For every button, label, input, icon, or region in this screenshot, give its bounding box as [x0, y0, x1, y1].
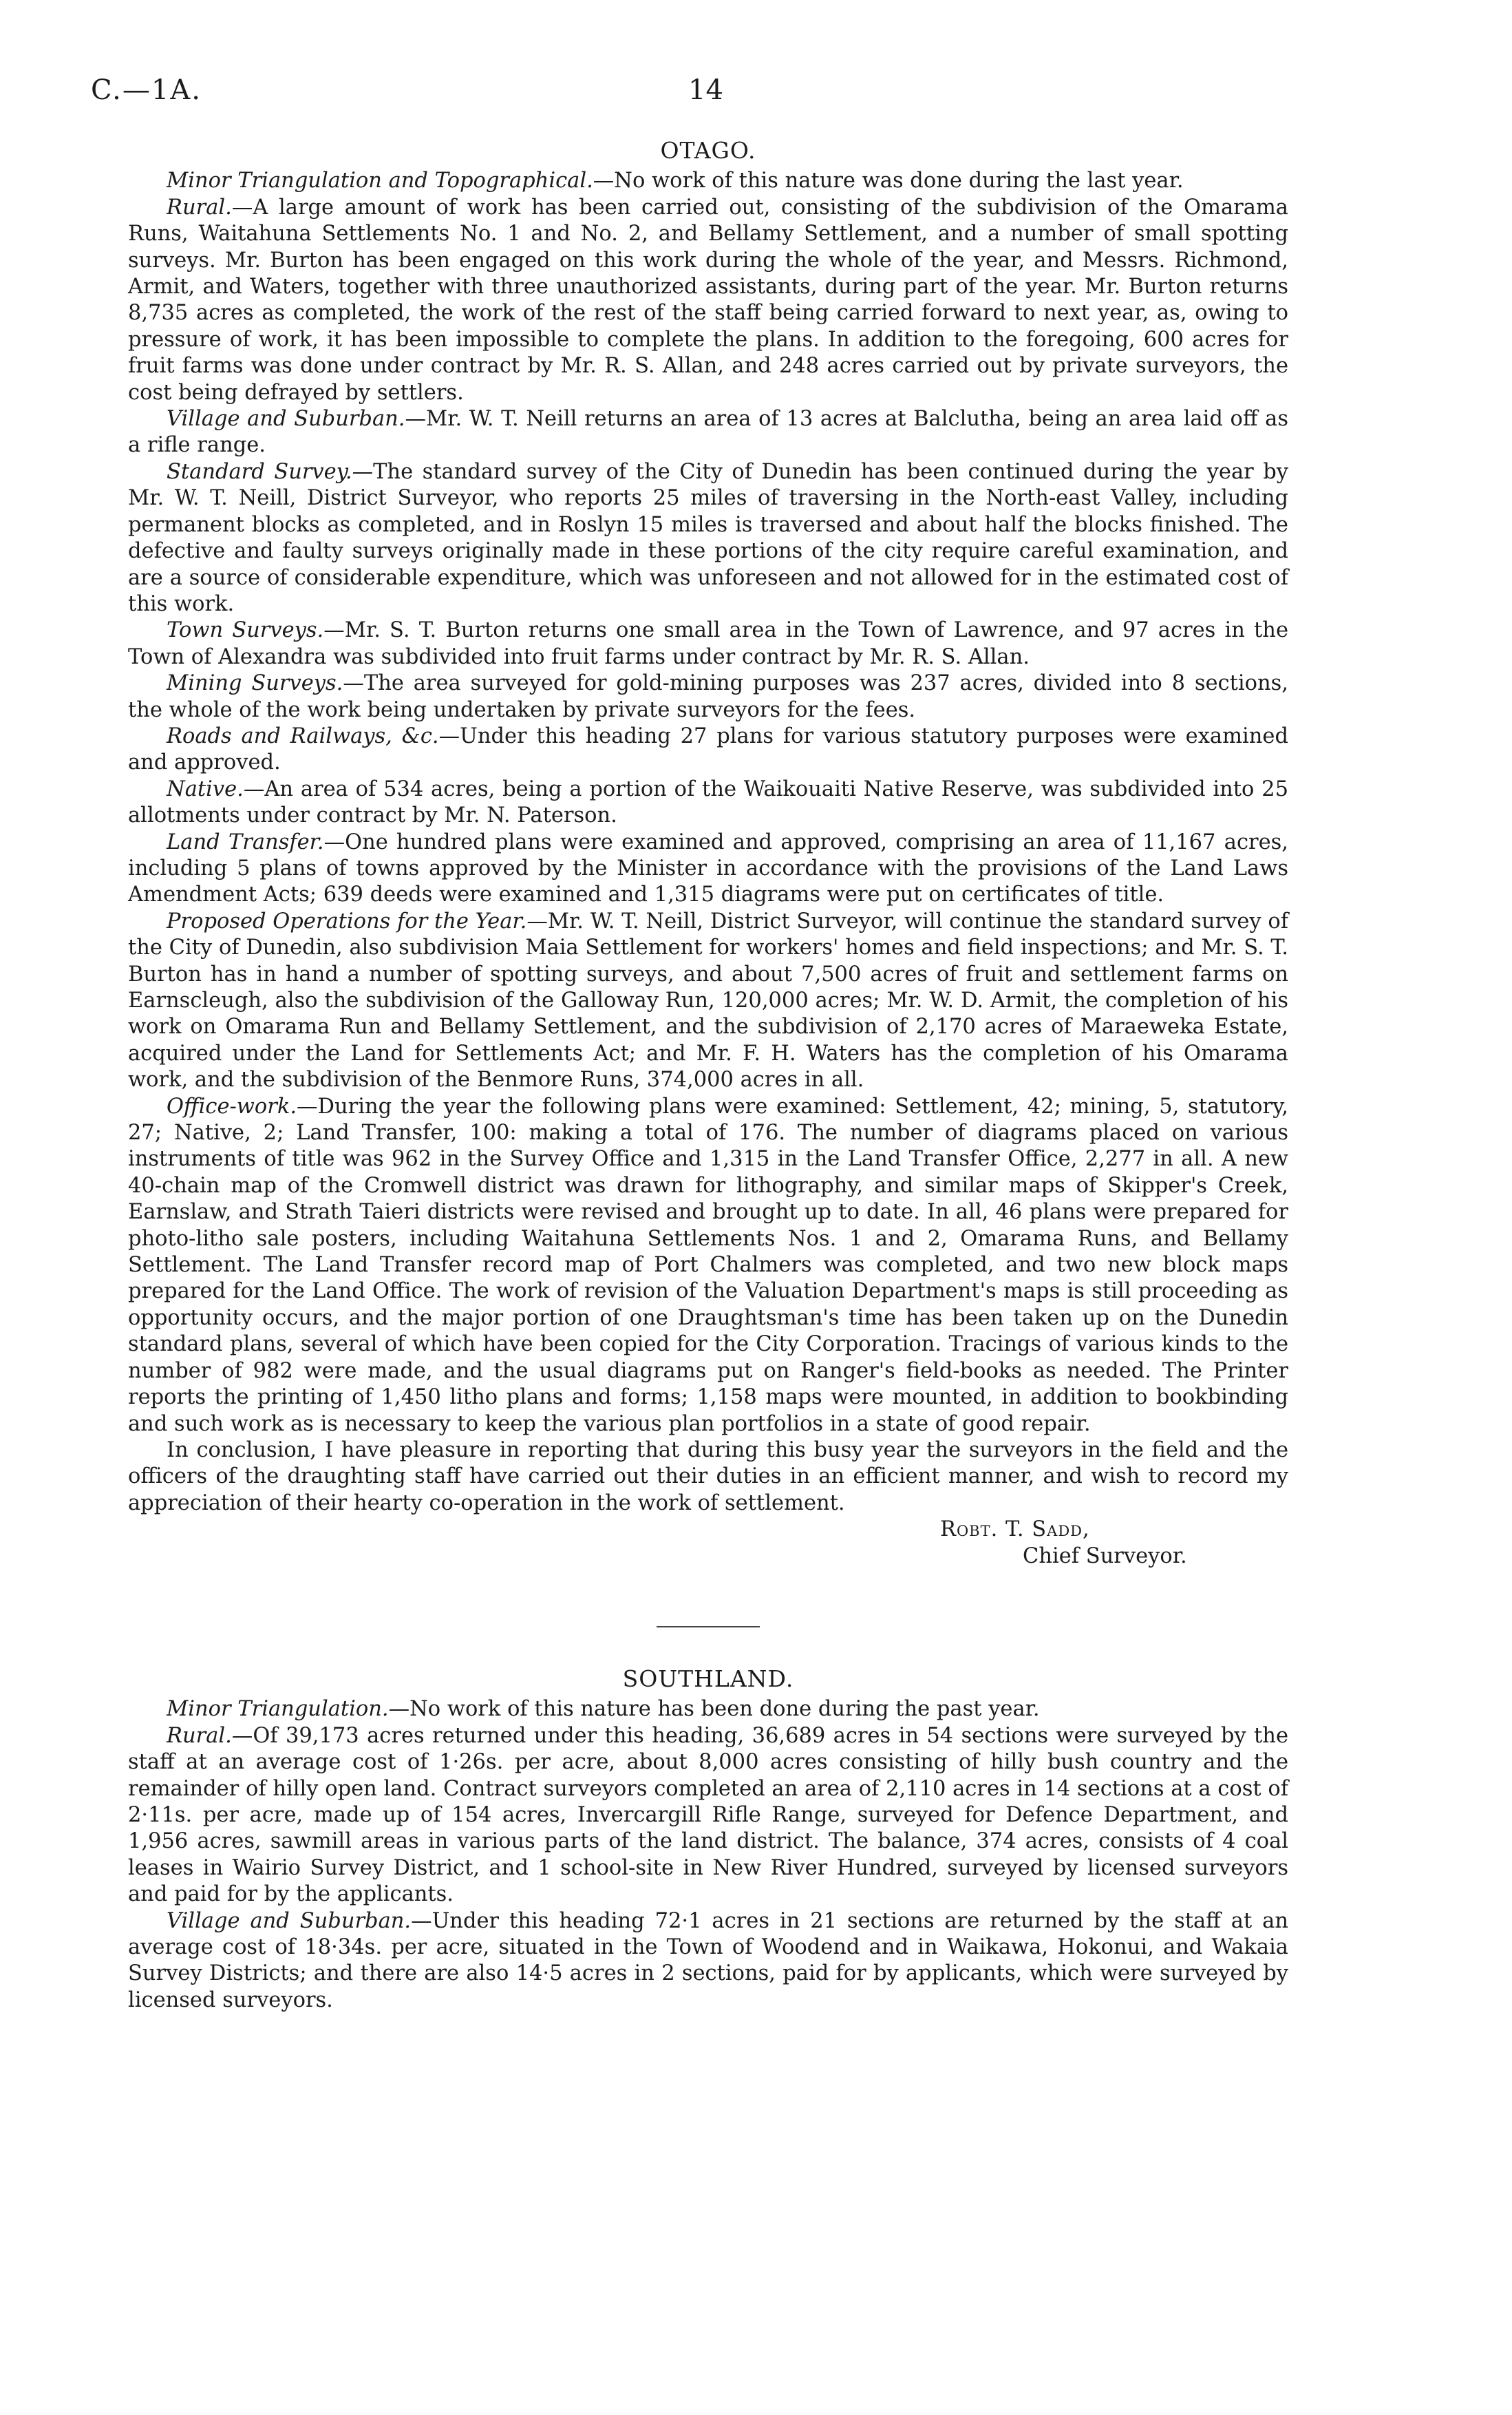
paragraph-lead: Native. [167, 777, 244, 801]
paragraph-lead: Roads and Railways, &c. [167, 724, 439, 748]
paragraph-text: —Under this heading 27 plans for various statutory purposes were examined and approved. [128, 724, 1289, 775]
paragraph-lead: Rural. [167, 195, 232, 220]
paragraph-text: In conclusion, I have pleasure in reporting that during this busy year the surveyors in the field and the officers of the draughting staff have carried out their duties in an efficient manner, and wish to record my appreciation of their hearty co-operation in the work of settlement. [128, 1437, 1288, 1515]
paragraph-text: —No work of this nature has been done during the past year. [388, 1697, 1040, 1722]
paragraph-lead: Rural. [167, 1723, 232, 1748]
paragraph-lead: Land Transfer. [167, 830, 324, 854]
paragraph-town-surveys [128, 618, 1288, 671]
paragraph-lead: Town Surveys. [167, 618, 324, 643]
paragraph-roads-railways [128, 724, 1288, 777]
paragraph-office-work [128, 1094, 1288, 1437]
paragraph-lead: Village and Suburban. [167, 1908, 412, 1933]
paragraph-standard-survey [128, 459, 1288, 618]
section-title-otago: OTAGO. [660, 137, 756, 164]
signature-title: Chief Surveyor. [1023, 1543, 1187, 1568]
paragraph-mining-surveys [128, 671, 1288, 724]
paragraph-lead: Office-work. [167, 1094, 297, 1119]
paragraph-lead: Minor Triangulation. [167, 1697, 389, 1722]
paragraph-text: —No work of this nature was done during the last year. [593, 169, 1184, 193]
paragraph-lead: Minor Triangulation and Topographical. [167, 169, 593, 193]
paragraph-text: —The area surveyed for gold-mining purposes was 237 acres, divided into 8 sections, the whole of the work being undertaken by private surveyors for the fees. [128, 671, 1288, 722]
paragraph-text: —Under this heading 72·1 acres in 21 sections are returned by the staff at an average cost of 18·34s. per acre, situated in the Town of Woodend and in Waikawa, Hokonui, and Wakaia Survey Districts; and there are also 14·5 acres in 2 sections, paid for by applicants, which were surveyed by licensed surveyors. [128, 1908, 1288, 2012]
paragraph-text: —A large amount of work has been carried out, consisting of the subdivision of the Omarama Runs, Waitahuna Settlements No. 1 and No. 2, and Bellamy Settlement, and a number of small spotting surveys. Mr. Burton has been engaged on this work during the whole of the year, and Messrs. Richmond, Armit, and Waters, together with three unauthorized assistants, during part of the year. Mr. Burton returns 8,735 acres as completed, the work of the rest of the staff being carried forward to next year, as, owing to pressure of work, it has been impossible to complete the plans. In addition to the foregoing, 600 acres for fruit farms was done under contract by Mr. R. S. Allan, and 248 acres carried out by private surveyors, the cost being defrayed by settlers. [128, 195, 1288, 405]
section-title-southland: SOUTHLAND. [622, 1665, 794, 1692]
paragraph-lead: Standard Survey. [167, 459, 352, 484]
paragraph-text: —During the year the following plans were examined: Settlement, 42; mining, 5, statutory, 27; Native, 2; Land Transfer, 100: making a total of 176. The number of diagrams placed on various instruments of title was 962 in the Survey Office and 1,315 in the Land Transfer Office, 2,277 in all. A new 40-chain map of the Cromwell district was drawn for lithography, and similar maps of Skipper's Creek, Earnslaw, and Strath Taieri districts were revised and brought up to date. In all, 46 plans were prepared for photo-litho sale posters, including Waitahuna Settlements Nos. 1 and 2, Omarama Runs, and Bellamy Settlement. The Land Transfer record map of Port Chalmers was completed, and two new block maps prepared for the Land Office. The work of revision of the Valuation Department's maps is still proceeding as opportunity occurs, and the major portion of one Draughtsman's time has been taken up on the Dunedin standard plans, several of which have been copied for the City Corporation. Tracings of various kinds to the number of 982 were made, and the usual diagrams put on Ranger's field-books as needed. The Printer reports the printing of 1,450 litho plans and forms; 1,158 maps were mounted, in addition to bookbinding and such work as is necessary to keep the various plan portfolios in a state of good repair. [128, 1094, 1288, 1436]
paragraph-text: —Mr. W. T. Neill, District Surveyor, will continue the standard survey of the City of Dunedin, also subdivision Maia Settlement for workers' homes and field inspections; and Mr. S. T. Burton has in hand a number of spotting surveys, and about 7,500 acres of fruit and settlement farms on Earnscleugh, also the subdivision of the Galloway Run, 120,000 acres; Mr. W. D. Armit, the completion of his work on Omarama Run and Bellamy Settlement, and the subdivision of 2,170 acres of Maraeweka Estate, acquired under the Land for Settlements Act; and Mr. F. H. Waters has the completion of his Omarama work, and the subdivision of the Benmore Runs, 374,000 acres in all. [128, 909, 1288, 1093]
paragraph-native [128, 777, 1288, 830]
paragraph-text: —The standard survey of the City of Dunedin has been continued during the year by Mr. W. T. Neill, District Surveyor, who reports 25 miles of traversing in the North-east Valley, including permanent blocks as completed, and in Roslyn 15 miles is traversed and about half the blocks finished. The defective and faulty surveys originally made in these portions of the city require careful examination, and are a source of considerable expenditure, which was unforeseen and not allowed for in the estimated cost of this work. [128, 459, 1288, 616]
paragraph-lead: Proposed Operations for the Year. [167, 909, 527, 934]
paragraph-text: —Mr. S. T. Burton returns one small area in the Town of Lawrence, and 97 acres in the Town of Alexandra was subdivided into fruit farms under contract by Mr. R. S. Allan. [128, 618, 1288, 669]
signature-block [128, 1517, 1288, 1570]
paragraph-text: —Mr. W. T. Neill returns an area of 13 acres at Balclutha, being an area laid off as a rifle range. [128, 407, 1288, 458]
paragraph-text: —One hundred plans were examined and approved, comprising an area of 11,167 acres, including 5 plans of towns approved by the Minister in accordance with the provisions of the Land Laws Amendment Acts; 639 deeds were examined and 1,315 diagrams were put on certificates of title. [128, 830, 1288, 907]
paragraph-text: —Of 39,173 acres returned under this heading, 36,689 acres in 54 sections were surveyed by the staff at an average cost of 1·26s. per acre, about 8,000 acres consisting of hilly bush country and the remainder of hilly open land. Contract surveyors completed an area of 2,110 acres in 14 sections at a cost of 2·11s. per acre, made up of 154 acres, Invercargill Rifle Range, surveyed for Defence Department, and 1,956 acres, sawmill areas in various parts of the land district. The balance, 374 acres, consists of 4 coal leases in Wairio Survey District, and 1 school-site in New River Hundred, surveyed by licensed surveyors and paid for by the applicants. [128, 1723, 1288, 1907]
paragraph-text: —An area of 534 acres, being a portion of the Waikouaiti Native Reserve, was subdivided into 25 allotments under contract by Mr. N. Paterson. [128, 777, 1288, 828]
paragraph-village-suburban [128, 406, 1288, 459]
paragraph-proposed-operations [128, 909, 1288, 1094]
paragraph-lead: Village and Suburban. [167, 407, 405, 432]
paragraph-rural [128, 1723, 1288, 1908]
paragraph-rural [128, 195, 1288, 406]
paragraph-land-transfer [128, 830, 1288, 909]
signature-name: Robt. T. Sadd, [940, 1517, 1090, 1542]
section-divider [657, 1626, 760, 1627]
paragraph-minor-triangulation [128, 168, 1288, 194]
paragraph-lead: Mining Surveys. [167, 671, 343, 696]
paragraph-village-suburban [128, 1908, 1288, 2014]
page-content [128, 138, 1288, 2014]
document-reference: C.—1A. [91, 74, 202, 106]
paragraph-minor-triangulation [128, 1696, 1288, 1722]
paragraph-conclusion [128, 1437, 1288, 1517]
page-number: 14 [688, 74, 723, 106]
